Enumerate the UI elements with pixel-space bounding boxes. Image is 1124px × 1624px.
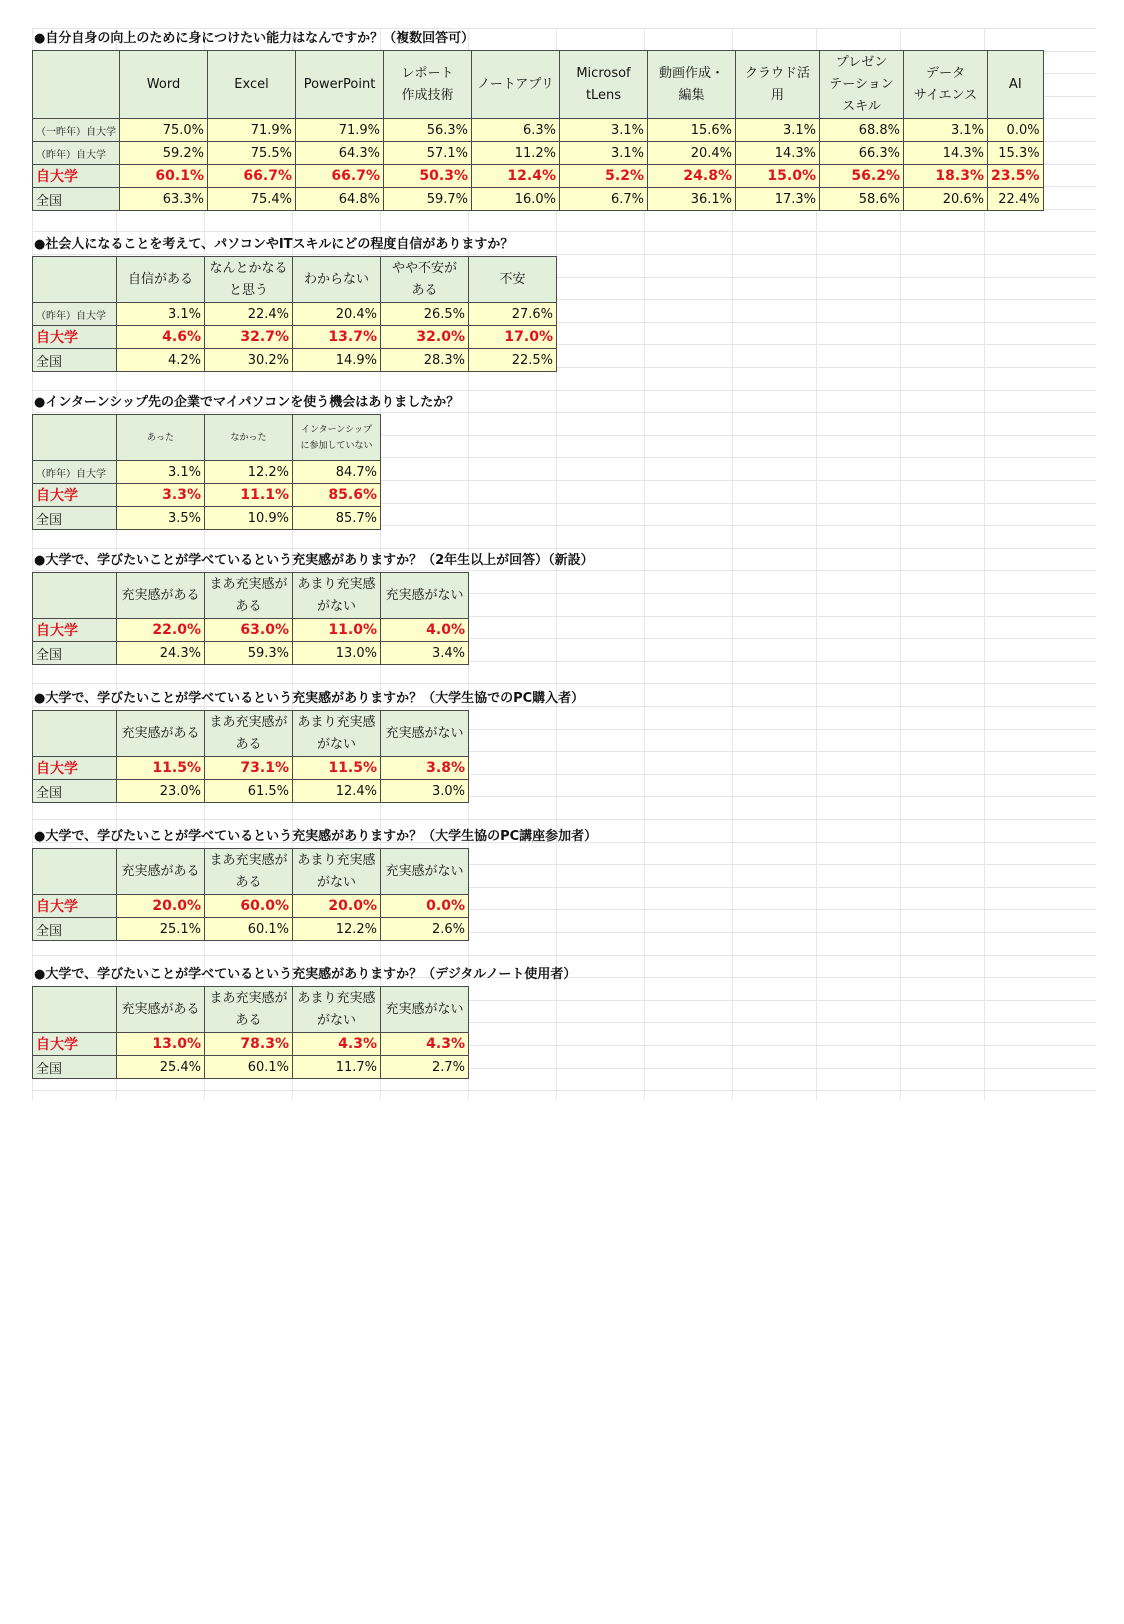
percentage-cell: 3.1% [560,119,648,142]
percentage-cell: 3.1% [117,461,205,484]
percentage-cell: 4.6% [117,326,205,349]
percentage-cell: 71.9% [296,119,384,142]
column-header: プレゼン テーション スキル [820,51,904,119]
percentage-cell: 85.7% [293,507,381,530]
gridline [32,390,1096,391]
percentage-cell: 2.7% [381,1056,469,1079]
percentage-cell: 59.2% [120,142,208,165]
column-header: 自信がある [117,257,205,303]
table-row [33,507,381,530]
own-university-row [33,326,557,349]
percentage-cell: 10.9% [205,507,293,530]
section-title: ●インターンシップ先の企業でマイパソコンを使う機会はありましたか？ [34,395,460,410]
column-header: 充実感がある [117,987,205,1033]
row-label: 自大学 [33,757,117,780]
column-header: なかった [205,415,293,461]
percentage-cell: 15.3% [988,142,1044,165]
gridline [32,1090,1096,1091]
percentage-cell: 15.0% [736,165,820,188]
percentage-cell: 28.3% [381,349,469,372]
percentage-cell: 84.7% [293,461,381,484]
percentage-cell: 30.2% [205,349,293,372]
percentage-cell: 11.2% [472,142,560,165]
percentage-cell: 57.1% [384,142,472,165]
table-row [33,303,557,326]
table-row [33,1056,469,1079]
row-label: 自大学 [33,895,117,918]
percentage-cell: 4.3% [381,1033,469,1056]
percentage-cell: 59.7% [384,188,472,211]
column-header: レポート 作成技術 [384,51,472,119]
percentage-cell: 25.1% [117,918,205,941]
gridline [32,819,1096,820]
column-header: あった [117,415,205,461]
percentage-cell: 15.6% [648,119,736,142]
percentage-cell: 20.0% [293,895,381,918]
survey-section [32,964,576,1079]
percentage-cell: 60.1% [205,1056,293,1079]
header-corner-cell [33,573,117,619]
row-label: 全国 [33,780,117,803]
percentage-cell: 12.2% [293,918,381,941]
own-university-row [33,165,1044,188]
header-row [33,51,1044,119]
percentage-cell: 22.5% [469,349,557,372]
percentage-cell: 20.4% [648,142,736,165]
data-table [32,572,469,665]
row-label: （昨年）自大学 [33,142,120,165]
table-row [33,780,469,803]
percentage-cell: 5.2% [560,165,648,188]
percentage-cell: 3.1% [560,142,648,165]
percentage-cell: 64.8% [296,188,384,211]
percentage-cell: 36.1% [648,188,736,211]
header-row [33,711,469,757]
percentage-cell: 6.3% [472,119,560,142]
row-label: 全国 [33,1056,117,1079]
percentage-cell: 59.3% [205,642,293,665]
percentage-cell: 3.1% [117,303,205,326]
row-label: 全国 [33,642,117,665]
percentage-cell: 61.5% [205,780,293,803]
data-table [32,986,469,1079]
percentage-cell: 4.0% [381,619,469,642]
percentage-cell: 2.6% [381,918,469,941]
header-corner-cell [33,51,120,119]
header-corner-cell [33,711,117,757]
header-row [33,415,381,461]
column-header: Microsof tLens [560,51,648,119]
percentage-cell: 56.3% [384,119,472,142]
percentage-cell: 75.5% [208,142,296,165]
data-table [32,50,1044,211]
column-header: 充実感がある [117,849,205,895]
percentage-cell: 23.5% [988,165,1044,188]
column-header: PowerPoint [296,51,384,119]
percentage-cell: 6.7% [560,188,648,211]
percentage-cell: 3.1% [904,119,988,142]
survey-section [32,28,1044,211]
survey-section [32,550,594,665]
column-header: インターンシップ に参加していない [293,415,381,461]
percentage-cell: 24.3% [117,642,205,665]
column-header: Word [120,51,208,119]
header-row [33,257,557,303]
gridline [32,231,1096,232]
survey-section [32,826,597,941]
column-header: 動画作成・ 編集 [648,51,736,119]
percentage-cell: 64.3% [296,142,384,165]
row-label: （昨年）自大学 [33,461,117,484]
percentage-cell: 60.0% [205,895,293,918]
percentage-cell: 3.4% [381,642,469,665]
percentage-cell: 11.0% [293,619,381,642]
section-title: ●大学で、学びたいことが学べているという充実感がありますか？（2年生以上が回答）（新設） [34,553,594,568]
data-table [32,414,381,530]
percentage-cell: 66.7% [296,165,384,188]
gridline [32,955,1096,956]
percentage-cell: 78.3% [205,1033,293,1056]
column-header: まあ充実感が ある [205,987,293,1033]
percentage-cell: 66.7% [208,165,296,188]
percentage-cell: 3.3% [117,484,205,507]
percentage-cell: 14.3% [736,142,820,165]
section-title: ●社会人になることを考えて、パソコンやITスキルにどの程度自信がありますか？ [34,237,514,252]
table-row [33,461,381,484]
column-header: 不安 [469,257,557,303]
own-university-row [33,484,381,507]
gridline [32,548,1096,549]
percentage-cell: 25.4% [117,1056,205,1079]
row-label: 全国 [33,349,117,372]
percentage-cell: 14.3% [904,142,988,165]
column-header: 充実感がある [117,573,205,619]
percentage-cell: 27.6% [469,303,557,326]
percentage-cell: 66.3% [820,142,904,165]
percentage-cell: 22.4% [988,188,1044,211]
percentage-cell: 32.0% [381,326,469,349]
percentage-cell: 13.7% [293,326,381,349]
row-label: 自大学 [33,326,117,349]
percentage-cell: 60.1% [120,165,208,188]
data-table [32,848,469,941]
table-row [33,188,1044,211]
percentage-cell: 50.3% [384,165,472,188]
column-header: 充実感がある [117,711,205,757]
column-header: わからない [293,257,381,303]
gridline [32,683,1096,684]
percentage-cell: 26.5% [381,303,469,326]
spreadsheet-page [32,28,1096,1100]
header-row [33,573,469,619]
percentage-cell: 11.5% [293,757,381,780]
percentage-cell: 75.0% [120,119,208,142]
own-university-row [33,1033,469,1056]
percentage-cell: 12.4% [293,780,381,803]
own-university-row [33,757,469,780]
row-label: 自大学 [33,619,117,642]
table-row [33,918,469,941]
section-title: ●大学で、学びたいことが学べているという充実感がありますか？（大学生協でのPC購入者） [34,691,585,706]
percentage-cell: 20.4% [293,303,381,326]
survey-section [32,392,459,530]
percentage-cell: 24.8% [648,165,736,188]
column-header: Excel [208,51,296,119]
percentage-cell: 4.2% [117,349,205,372]
percentage-cell: 11.7% [293,1056,381,1079]
table-row [33,349,557,372]
header-row [33,849,469,895]
percentage-cell: 3.0% [381,780,469,803]
row-label: 全国 [33,188,120,211]
percentage-cell: 12.4% [472,165,560,188]
row-label: （一昨年）自大学 [33,119,120,142]
column-header: ノートアプリ [472,51,560,119]
percentage-cell: 14.9% [293,349,381,372]
section-title: ●大学で、学びたいことが学べているという充実感がありますか？（大学生協のPC講座参加者） [34,829,598,844]
percentage-cell: 68.8% [820,119,904,142]
percentage-cell: 3.8% [381,757,469,780]
percentage-cell: 13.0% [293,642,381,665]
column-header: まあ充実感が ある [205,573,293,619]
percentage-cell: 11.5% [117,757,205,780]
percentage-cell: 12.2% [205,461,293,484]
column-header: 充実感がない [381,987,469,1033]
percentage-cell: 60.1% [205,918,293,941]
percentage-cell: 16.0% [472,188,560,211]
column-header: まあ充実感が ある [205,849,293,895]
column-header: まあ充実感が ある [205,711,293,757]
percentage-cell: 20.0% [117,895,205,918]
own-university-row [33,895,469,918]
header-corner-cell [33,415,117,461]
table-row [33,119,1044,142]
column-header: 充実感がない [381,849,469,895]
table-row [33,642,469,665]
percentage-cell: 71.9% [208,119,296,142]
column-header: 充実感がない [381,573,469,619]
percentage-cell: 0.0% [381,895,469,918]
row-label: 全国 [33,918,117,941]
header-row [33,987,469,1033]
percentage-cell: 75.4% [208,188,296,211]
row-label: 自大学 [33,165,120,188]
section-title: ●自分自身の向上のために身につけたい能力はなんですか？（複数回答可） [34,31,475,46]
column-header: あまり充実感 がない [293,711,381,757]
own-university-row [33,619,469,642]
percentage-cell: 32.7% [205,326,293,349]
percentage-cell: 23.0% [117,780,205,803]
percentage-cell: 13.0% [117,1033,205,1056]
column-header: やや不安が ある [381,257,469,303]
column-header: あまり充実感 がない [293,987,381,1033]
column-header: AI [988,51,1044,119]
percentage-cell: 3.1% [736,119,820,142]
section-title: ●大学で、学びたいことが学べているという充実感がありますか？（デジタルノート使用者） [34,967,577,982]
row-label: （昨年）自大学 [33,303,117,326]
column-header: なんとかなる と思う [205,257,293,303]
data-table [32,256,557,372]
percentage-cell: 17.0% [469,326,557,349]
percentage-cell: 73.1% [205,757,293,780]
row-label: 自大学 [33,1033,117,1056]
header-corner-cell [33,849,117,895]
row-label: 自大学 [33,484,117,507]
column-header: あまり充実感 がない [293,849,381,895]
percentage-cell: 3.5% [117,507,205,530]
column-header: データ サイエンス [904,51,988,119]
percentage-cell: 11.1% [205,484,293,507]
column-header: 充実感がない [381,711,469,757]
percentage-cell: 4.3% [293,1033,381,1056]
column-header: あまり充実感 がない [293,573,381,619]
column-header: クラウド活 用 [736,51,820,119]
percentage-cell: 22.4% [205,303,293,326]
survey-section [32,234,557,372]
percentage-cell: 58.6% [820,188,904,211]
header-corner-cell [33,987,117,1033]
data-table [32,710,469,803]
percentage-cell: 22.0% [117,619,205,642]
percentage-cell: 63.3% [120,188,208,211]
percentage-cell: 20.6% [904,188,988,211]
percentage-cell: 56.2% [820,165,904,188]
header-corner-cell [33,257,117,303]
percentage-cell: 63.0% [205,619,293,642]
percentage-cell: 17.3% [736,188,820,211]
percentage-cell: 18.3% [904,165,988,188]
percentage-cell: 0.0% [988,119,1044,142]
percentage-cell: 85.6% [293,484,381,507]
row-label: 全国 [33,507,117,530]
table-row [33,142,1044,165]
survey-section [32,688,584,803]
